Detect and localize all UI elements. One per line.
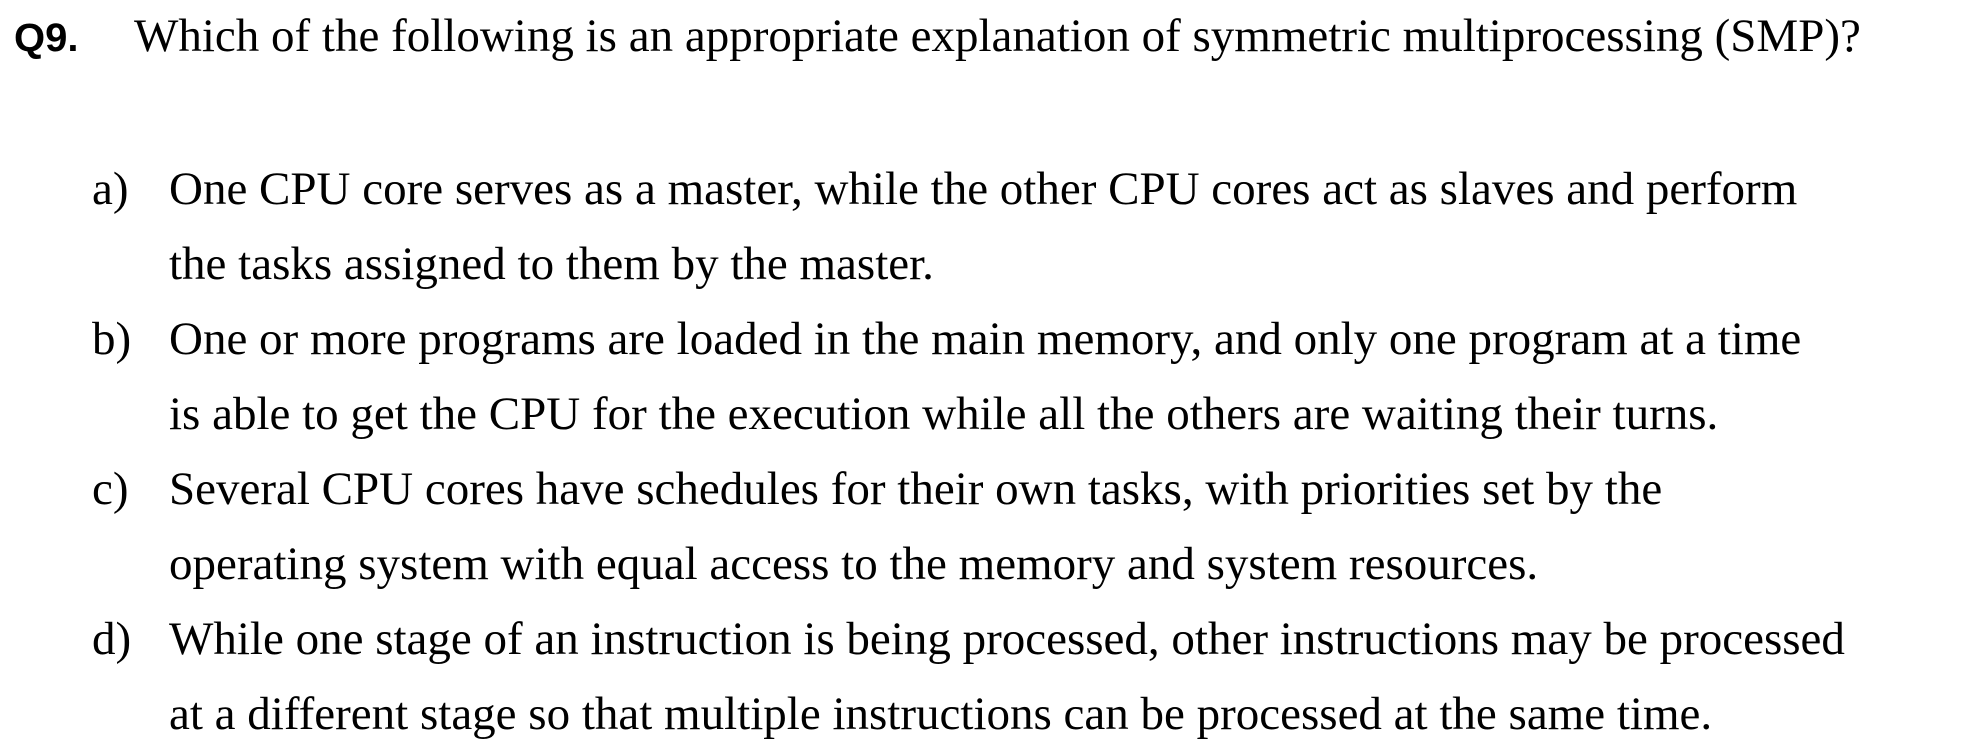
option-text-line: One CPU core serves as a master, while the other CPU cores act as slaves and perform [169, 163, 1798, 215]
option-b[interactable] [92, 302, 1845, 452]
question-text: Which of the following is an appropriate explanation of symmetric multiprocessing (SMP)? [134, 10, 1861, 62]
option-text-line: operating system with equal access to the memory and system resources. [169, 538, 1539, 590]
option-c[interactable] [92, 452, 1845, 602]
question-number: Q9. [14, 16, 79, 60]
option-text-line: One or more programs are loaded in the main memory, and only one program at a time [169, 313, 1802, 365]
option-letter: c) [92, 463, 129, 515]
option-text-line: the tasks assigned to them by the master. [169, 238, 934, 290]
option-a[interactable] [92, 152, 1845, 302]
option-text-line: at a different stage so that multiple instructions can be processed at the same time. [169, 688, 1713, 740]
option-text-line: is able to get the CPU for the execution while all the others are waiting their turns. [169, 388, 1719, 440]
option-text-line: While one stage of an instruction is being processed, other instructions may be processed [169, 613, 1845, 665]
option-text-line: Several CPU cores have schedules for their own tasks, with priorities set by the [169, 463, 1663, 515]
option-letter: d) [92, 613, 132, 665]
answer-options [92, 152, 1845, 752]
question-header [14, 6, 1861, 77]
option-letter: a) [92, 163, 129, 215]
option-letter: b) [92, 313, 132, 365]
option-d[interactable] [92, 602, 1845, 752]
